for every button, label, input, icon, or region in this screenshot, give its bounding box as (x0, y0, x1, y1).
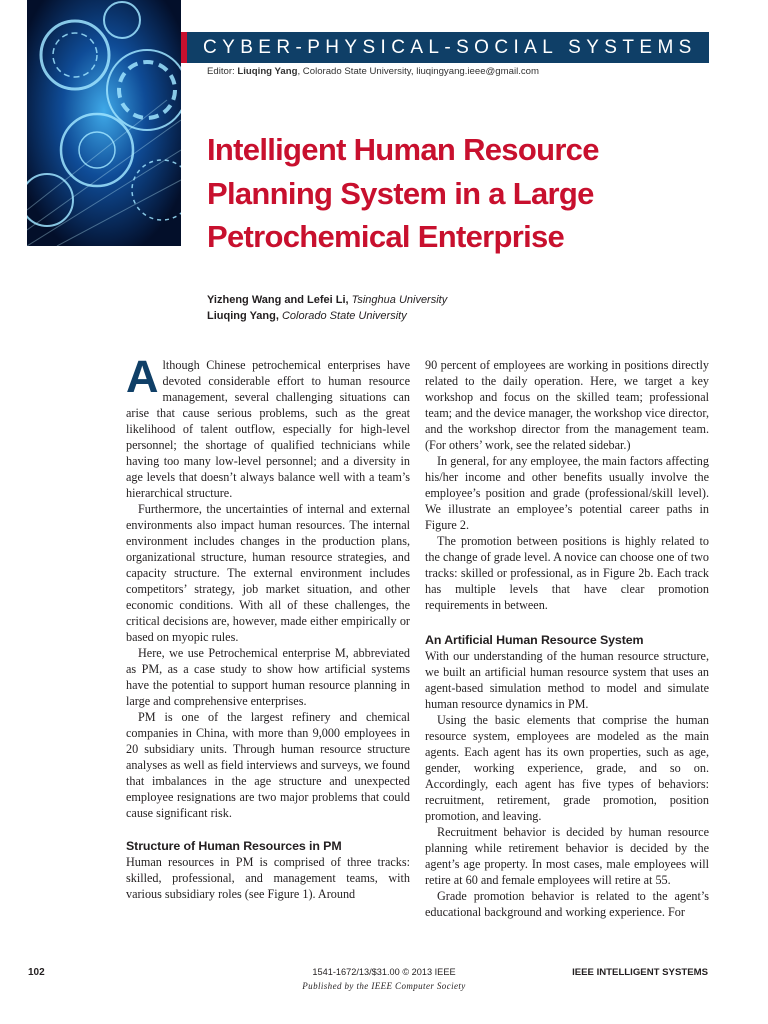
body-paragraph: The promotion between positions is highly related to the change of grade level. A novice can choose one of two tracks: skilled or professional, as in Figure 2b. Each track has multiple levels that have clear promotion requirements in between. (425, 534, 709, 612)
author-list (207, 292, 447, 324)
editor-prefix: Editor: (207, 66, 238, 77)
department-banner (181, 32, 709, 63)
page-number: 102 (28, 967, 45, 978)
editor-line (207, 66, 539, 77)
body-paragraph: Here, we use Petrochemical enterprise M, abbreviated as PM, as a case study to show how artificial systems have the potential to support human resource planning in large and comprehensive enterprises. (126, 646, 410, 708)
body-paragraph: With our understanding of the human resource structure, we built an artificial human resource system that uses an agent-based simulation method to model and simulate human resource dynamics in PM. (425, 649, 709, 711)
body-paragraph: Furthermore, the uncertainties of internal and external environments also impact human resources. The internal environment includes changes in the production plans, organizational structure, human resource strategies, and capacity structure. The external environment includes competitors’ strategy, job market situation, and other economic conditions. With all of these challenges, the critical decisions are, however, made either empirically or based on myopic rules. (126, 502, 410, 644)
banner-accent-bar (181, 32, 187, 63)
cover-artwork-image (27, 0, 181, 246)
body-paragraph: In general, for any employee, the main factors affecting his/her income and other benefits usually involve the employee’s position and grade (professional/skill level). We illustrate an employee’s potential career paths in Figure 2. (425, 454, 709, 532)
section-heading: Structure of Human Resources in PM (126, 839, 342, 853)
body-column-right (425, 357, 709, 920)
author-names: Yizheng Wang and Lefei Li, (207, 294, 349, 306)
body-paragraph: Human resources in PM is comprised of three tracks: skilled, professional, and management teams, with various subsidiary roles (see Figure 1). Around (126, 855, 410, 901)
publisher-line: Published by the IEEE Computer Society (302, 981, 466, 991)
copyright-line: 1541-1672/13/$31.00 © 2013 IEEE (312, 967, 456, 977)
magazine-name: IEEE INTELLIGENT SYSTEMS (572, 967, 708, 978)
author-names: Liuqing Yang, (207, 310, 279, 322)
body-paragraph: PM is one of the largest refinery and chemical companies in China, with more than 9,000 employees in 20 subsidiary units. Through human resource structure analyses as well as field interviews and surveys, we found that imbalances in the age structure and unexpected employee resignations are two major problems that could cause significant risk. (126, 710, 410, 820)
intro-paragraph (126, 351, 410, 501)
body-column-left (126, 351, 410, 902)
author-affiliation: Tsinghua University (351, 294, 448, 306)
intro-text: lthough Chinese petrochemical enterprises have devoted considerable effort to human resource management, several challenging situations can arise that cause serious problems, such as the great likelihood of talent outflow, especially for high-level personnel; the shortage of qualified technicians while having too many low-level personnel; and a diversity in age levels that doesn’t always balance well with a team’s hierarchical structure. (126, 358, 410, 500)
body-paragraph: Recruitment behavior is decided by human resource planning while retirement behavior is decided by the agent’s age property. In most cases, male employees will retire at 60 and female employees will retire at 55. (425, 825, 709, 887)
body-paragraph: 90 percent of employees are working in positions directly related to the daily operation. Here, we target a key workshop and focus on the skilled team; professional team; and the device manager, the workshop vice director, and the workshop director from the management team. (For others’ work, see the related sidebar.) (425, 358, 709, 452)
section-heading: An Artificial Human Resource System (425, 633, 644, 647)
author-line (207, 292, 447, 308)
editor-affiliation: , Colorado State University, liuqingyang.ieee@gmail.com (297, 66, 539, 77)
author-affiliation: Colorado State University (281, 310, 407, 322)
author-line (207, 308, 447, 324)
department-title: CYBER-PHYSICAL-SOCIAL SYSTEMS (203, 36, 697, 58)
editor-name: Liuqing Yang (237, 66, 298, 77)
article-title: Intelligent Human Resource Planning System in a Large Petrochemical Enterprise (207, 132, 599, 254)
drop-cap: A (126, 351, 159, 402)
body-paragraph: Grade promotion behavior is related to the agent’s educational background and working experience. For (425, 889, 709, 919)
body-paragraph: Using the basic elements that comprise the human resource system, employees are modeled as the main agents. Each agent has its own properties, such as age, gender, working experience, grade, and so on. Accordingly, each agent has five types of behaviors: recruitment, retirement, grade promotion, position promotion, and leaving. (425, 713, 709, 823)
